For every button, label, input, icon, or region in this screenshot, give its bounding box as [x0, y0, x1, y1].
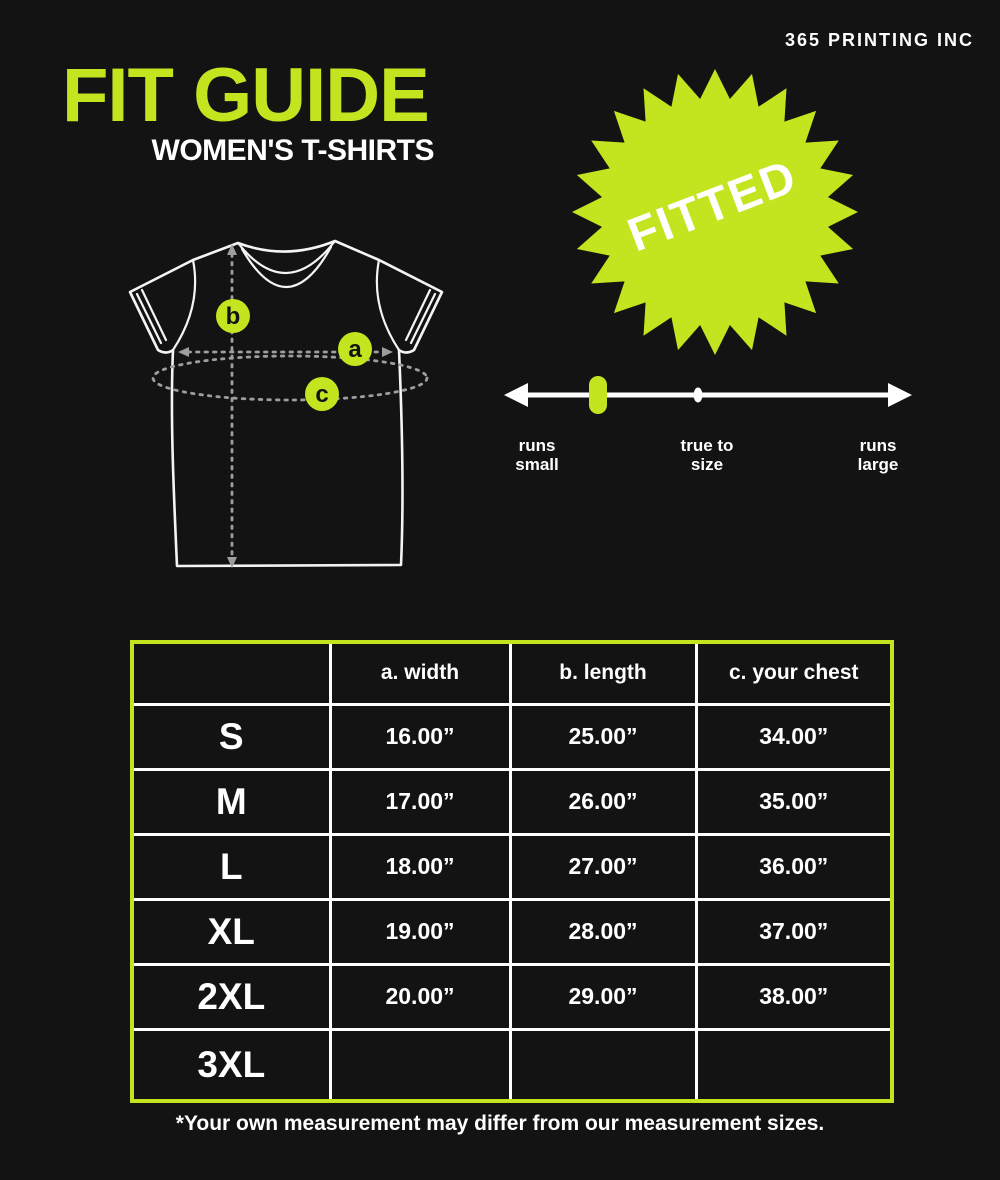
- length-value: 29.00”: [510, 964, 696, 1029]
- chest-value: 38.00”: [696, 964, 892, 1029]
- width-value: 17.00”: [330, 769, 510, 834]
- size-label: 2XL: [132, 964, 330, 1029]
- scale-center-dot: [694, 388, 703, 403]
- scale-arrow-left: [504, 383, 528, 407]
- fitted-badge-label: FITTED: [620, 148, 805, 261]
- length-value: 25.00”: [510, 704, 696, 769]
- marker-c-label: c: [315, 381, 329, 408]
- table-header-row: [132, 642, 892, 704]
- chest-value: [696, 1029, 892, 1101]
- table-row: [132, 964, 892, 1029]
- size-label: S: [132, 704, 330, 769]
- length-value: 26.00”: [510, 769, 696, 834]
- chest-value: 37.00”: [696, 899, 892, 964]
- marker-b-label: b: [225, 303, 241, 330]
- chest-value: 35.00”: [696, 769, 892, 834]
- table-row: [132, 1029, 892, 1101]
- scale-label-line: large: [857, 455, 899, 474]
- width-arrow-right: [382, 347, 393, 357]
- measurement-disclaimer: *Your own measurement may differ from our measurement sizes.: [175, 1112, 825, 1135]
- size-label: M: [132, 769, 330, 834]
- table-row: [132, 834, 892, 899]
- table-row: [132, 769, 892, 834]
- header-length: b. length: [510, 642, 696, 704]
- length-value: [510, 1029, 696, 1101]
- size-label: 3XL: [132, 1029, 330, 1101]
- header-chest: c. your chest: [696, 642, 892, 704]
- tshirt-silhouette: [130, 241, 442, 566]
- chest-value: 34.00”: [696, 704, 892, 769]
- table-row: [132, 704, 892, 769]
- fitted-badge: [565, 62, 865, 362]
- header-width: a. width: [330, 642, 510, 704]
- scale-label-line: true to: [680, 436, 734, 455]
- chest-value: 36.00”: [696, 834, 892, 899]
- scale-label-line: runs: [518, 436, 556, 455]
- marker-a-label: a: [348, 336, 362, 363]
- width-arrow-left: [178, 347, 189, 357]
- width-value: 20.00”: [330, 964, 510, 1029]
- chest-measure-ellipse: [153, 356, 427, 400]
- tshirt-diagram: [118, 228, 458, 578]
- size-table: [130, 640, 894, 1103]
- scale-label-line: runs: [859, 436, 897, 455]
- length-value: 27.00”: [510, 834, 696, 899]
- brand-name: 365 PRINTING INC: [784, 30, 974, 50]
- width-value: 19.00”: [330, 899, 510, 964]
- scale-label-runs-large: [808, 436, 948, 474]
- page-subtitle: WOMEN'S T-SHIRTS: [151, 134, 434, 167]
- scale-label-true-to-size: [637, 436, 777, 474]
- width-value: 16.00”: [330, 704, 510, 769]
- page-title: FIT GUIDE: [62, 53, 429, 138]
- size-label: XL: [132, 899, 330, 964]
- scale-arrow-right: [888, 383, 912, 407]
- table-row: [132, 899, 892, 964]
- length-value: 28.00”: [510, 899, 696, 964]
- width-value: 18.00”: [330, 834, 510, 899]
- tshirt-outline-icon: [118, 228, 458, 578]
- header-size: [132, 642, 330, 704]
- scale-label-line: small: [515, 455, 559, 474]
- width-value: [330, 1029, 510, 1101]
- scale-label-line: size: [690, 455, 724, 474]
- fit-position-marker: [589, 376, 607, 414]
- size-label: L: [132, 834, 330, 899]
- scale-label-runs-small: [467, 436, 607, 474]
